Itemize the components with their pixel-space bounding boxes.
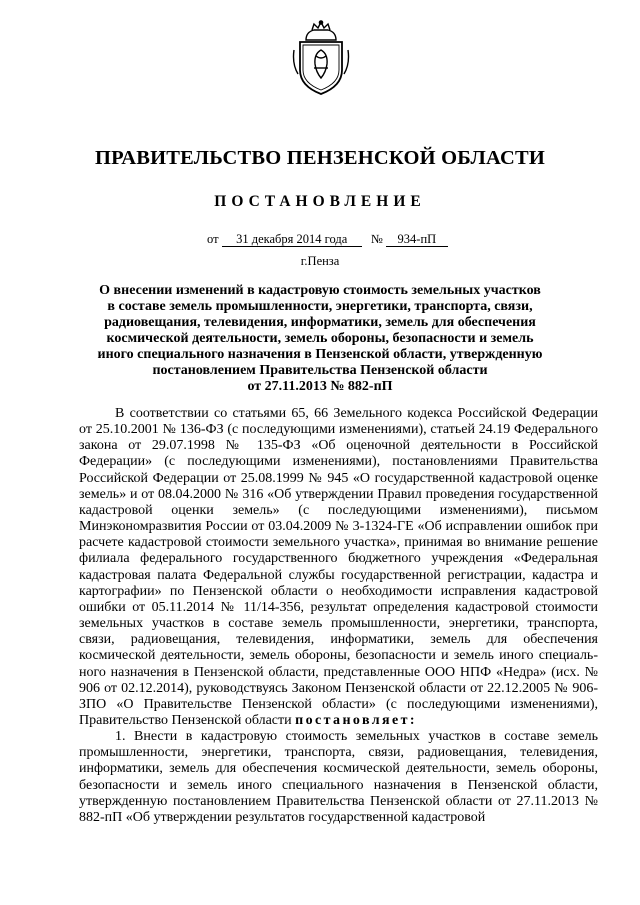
document-number: 934-пП <box>386 233 448 247</box>
date-number-line <box>207 232 448 247</box>
document-body <box>79 406 598 826</box>
number-prefix: № <box>370 232 383 246</box>
subject-line: от 27.11.2013 № 882-пП <box>247 379 393 394</box>
document-type: ПОСТАНОВЛЕНИЕ <box>214 193 426 210</box>
body-paragraph <box>79 406 598 729</box>
date-prefix: от <box>207 232 219 246</box>
city: г.Пенза <box>300 254 340 268</box>
paragraph-text: В соответствии со статьями 65, 66 Земельного кодекса Российской Федерации от 25.10.2001 № 136-ФЗ (с последующими изменениями), статьей 24.19 Федерального закона от 29.07.1998 № 135-ФЗ «Об оценочной деятельности в Российской Федерации» (с последующими изменениями), постановлениями Правительства Российской Федерации от 25.08.1999 № 945 «О государственной кадастровой оценке земель» и от 08.04.2000 № 316 «Об утверждении Правил проведения государственной кадастровой оценки земель» (с последующими изменениями), письмом Минэкономразвития России от 03.04.2009 № 3-1324-ГЕ «Об исправлении ошибок при расчете кадастровой стоимости земельного участка», принимая во внимание решение филиала федерального государственного бюджетного учреждения «Федеральная кадастровая палата Федеральной службы государственной регистрации, кадастра и картографии» по Пензенской области о необходимости исправления кадастровой ошибки от 05.11.2014 № 11/14-356, результат определения кадастровой стоимости земельных участков в составе земель промышленности, энергетики, транспорта, связи, радиовещания, телевидения, информатики, земель для обеспечения космической деятельности, земель обороны, безопасности и земель иного специального назначения в Пензенской области, представленные ООО НПФ «Недра» (исх. № 906 от 02.12.2014), руководствуясь Законом Пензенской области от 22.12.2005 № 906-ЗПО «О Правительстве Пензенской области» (с последующими изменениями), Правительство Пензенской области <box>79 406 598 728</box>
document-subject <box>70 283 570 395</box>
subject-line: в составе земель промышленности, энергетики, транспорта, связи, <box>107 299 533 314</box>
resolves-word: постановляет: <box>295 712 417 728</box>
subject-line: космической деятельности, земель обороны, безопасности и земель <box>106 331 534 346</box>
subject-line: постановлением Правительства Пензенской области <box>152 363 488 378</box>
body-paragraph: 1. Внести в кадастровую стоимость земельных участков в составе земель промышленности, энергетики, транспорта, связи, радиовещания, телевидения, информатики, земель для обеспечения космической деятельности, земель обороны, безопасности и земель иного специального назначения в Пензенской области, утвержденную постановлением Правительства Пензенской области от 27.11.2013 № 882-пП «Об утверждении результатов государственной кадастровой <box>79 729 598 825</box>
document-date: 31 декабря 2014 года <box>222 233 362 247</box>
subject-line: иного специального назначения в Пензенской области, утвержденную <box>97 347 543 362</box>
subject-line: О внесении изменений в кадастровую стоимость земельных участков <box>99 283 541 298</box>
government-title: ПРАВИТЕЛЬСТВО ПЕНЗЕНСКОЙ ОБЛАСТИ <box>95 147 545 169</box>
subject-line: радиовещания, телевидения, информатики, земель для обеспечения <box>104 315 536 330</box>
coat-of-arms-icon <box>292 20 350 96</box>
